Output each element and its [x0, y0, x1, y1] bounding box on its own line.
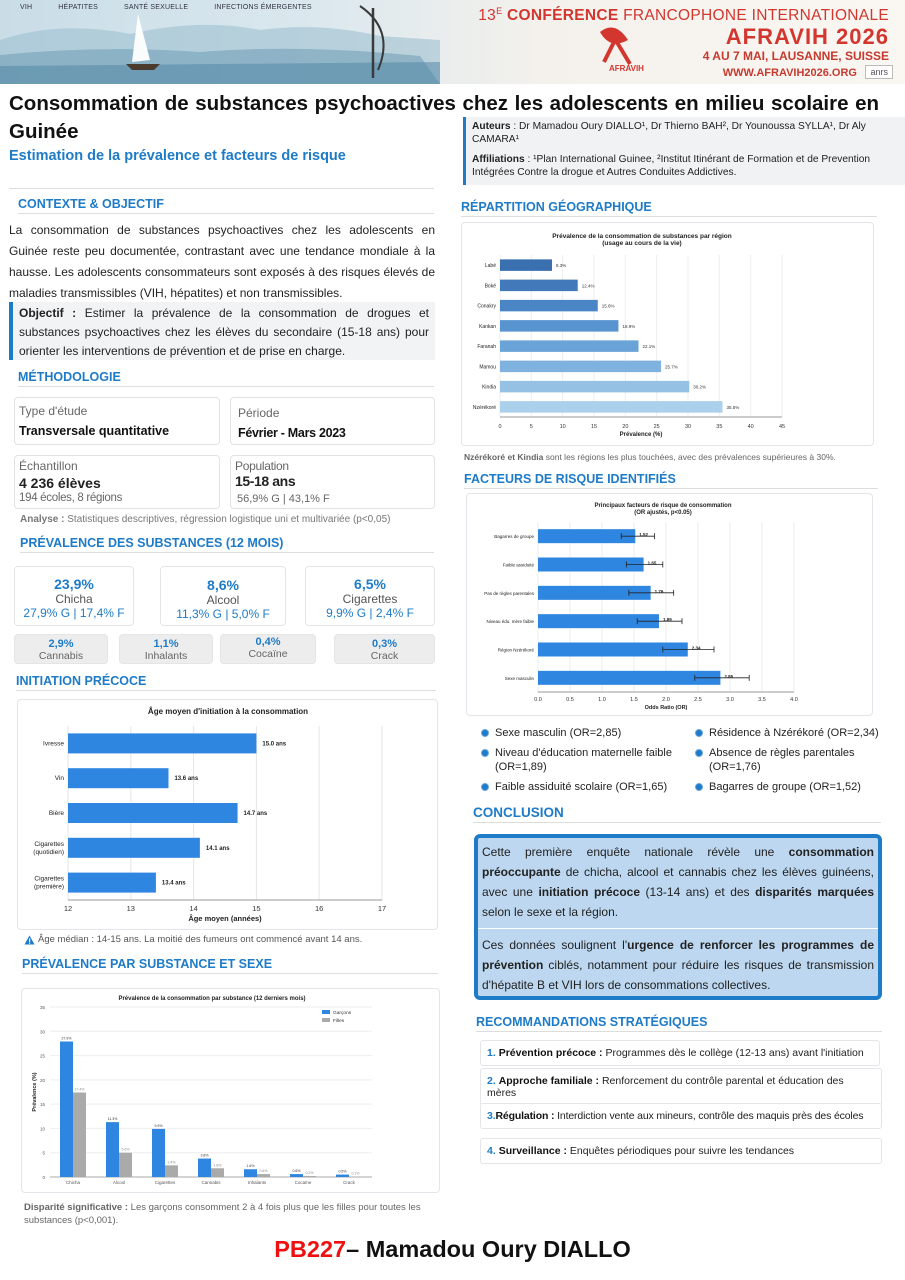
x-axis-label: Âge moyen (années): [188, 914, 262, 923]
facteurs-list-right: [695, 726, 880, 794]
poster-title: Consommation de substances psychoactives chez les adolescents en milieu scolaire en Guinée: [9, 92, 879, 143]
y-tick-label: 35: [39, 1005, 45, 1010]
chart-sexe: [22, 989, 440, 1193]
prevalence-pct: 6,5%: [354, 576, 386, 592]
x-tick-label: 2.0: [662, 697, 670, 703]
bar: [68, 873, 156, 893]
x-tick-label: 20: [622, 424, 629, 430]
bar: [68, 838, 200, 858]
periode-label: Période: [238, 406, 280, 420]
presenter-name: – Mamadou Oury DIALLO: [346, 1236, 631, 1262]
bar-value-label: 2.85: [724, 673, 734, 679]
prevalence-minor-crack: [334, 634, 435, 664]
x-tick-label: 14: [189, 904, 198, 913]
x-tick-label: 2.5: [694, 697, 702, 703]
x-tick-label: 10: [559, 424, 566, 430]
analyse-label: Analyse :: [20, 514, 65, 525]
bar-value-label: 13.6 ans: [174, 776, 199, 783]
bar: [500, 320, 618, 332]
rec-text: Programmes dès le collège (12-13 ans) avant l'initiation: [605, 1047, 864, 1059]
y-tick-label: Boké: [484, 283, 496, 290]
text: de chicha, alcool et cannabis chez les élèves guinéens, avec une: [482, 865, 874, 899]
y-tick-label: Conakry: [477, 303, 496, 310]
poster-subtitle: Estimation de la prévalence et facteurs de risque: [9, 148, 346, 164]
minor-pct: 2,9%: [48, 638, 74, 650]
y-tick-label: Vin: [54, 775, 64, 783]
y-tick-label: 15: [39, 1102, 45, 1108]
bar-garcons: [198, 1159, 211, 1177]
conference-line1: [478, 6, 889, 25]
conf-sup: E: [496, 6, 503, 16]
bar-value-label: 1.65: [647, 560, 657, 566]
bar-value-label: 18.9%: [622, 323, 636, 329]
y-tick-label: 10: [39, 1126, 45, 1132]
y-tick-label: Bagarres de groupe: [494, 534, 534, 540]
bar-value-label: 1.89: [662, 617, 672, 623]
bar-value-label: 9.9%: [154, 1123, 163, 1128]
recommandation-item: [480, 1068, 882, 1106]
population-label: Population: [235, 459, 289, 473]
conclusion-p2: [482, 935, 874, 995]
text: Cette première enquête nationale révèle une: [482, 845, 789, 859]
bar-value-label: 14.1 ans: [205, 845, 230, 852]
method-card-type: [14, 397, 220, 445]
y-tick-label: (quotidien): [33, 848, 64, 856]
bar-filles: [257, 1174, 270, 1177]
facteur-text: Résidence à Nzérékoré (OR=2,34): [709, 727, 879, 739]
section-heading-facteurs: FACTEURS DE RISQUE IDENTIFIÉS: [464, 472, 878, 489]
chart-initiation: [18, 700, 438, 930]
bar-garcons: [244, 1169, 257, 1177]
bullet-icon: [695, 749, 703, 757]
y-tick-label: 20: [39, 1077, 45, 1083]
facteur-item: [695, 746, 880, 774]
chart-title: Âge moyen d'initiation à la consommation: [147, 707, 309, 716]
nav-item: INFECTIONS ÉMERGENTES: [214, 4, 312, 11]
bar-value-label: 0.1%: [351, 1171, 360, 1176]
rec-text: Enquêtes périodiques pour suivre les tendances: [569, 1145, 795, 1157]
bar-filles: [303, 1176, 316, 1177]
echantillon-label: Échantillon: [19, 459, 78, 473]
bar-value-label: 12.4%: [581, 283, 595, 289]
contexte-text: La consommation de substances psychoactives chez les adolescents en Guinée reste peu documentée, contrastant avec une tendance mondiale à la hausse. Les adolescents consommateurs sont exposés à des risques élevés de maladies transmissibles (VIH, hépatites) et non transmissibles.: [9, 223, 435, 300]
y-tick-label: Bière: [48, 810, 64, 817]
bullet-icon: [481, 749, 489, 757]
x-tick-label: 3.0: [726, 697, 734, 703]
objectif-text: Estimer la prévalence de la consommation de drogues et substances psychoactives chez les élèves du secondaire (15-18 ans) pour orienter les interventions de prévention et de prise en charge.: [19, 306, 429, 358]
geo-note-bold: Nzérékoré et Kindia: [464, 452, 544, 462]
text: ciblés, notamment pour réduire les risques de transmission d'hépatite B et VIH lors de consommations collectives.: [482, 958, 874, 992]
minor-name: Inhalants: [144, 650, 188, 662]
geo-note-text: sont les régions les plus touchées, avec des prévalences supérieures à 30%.: [545, 452, 836, 462]
nav-item: SANTÉ SEXUELLE: [123, 4, 189, 11]
bar-value-label: 30.2%: [693, 384, 707, 390]
prevalence-pct: 8,6%: [207, 577, 239, 593]
bar: [538, 529, 635, 543]
conference-url[interactable]: WWW.AFRAVIH2026.ORG: [722, 67, 857, 79]
y-tick-label: Nzérékoré: [472, 404, 496, 411]
facteur-text: Faible assiduité scolaire (OR=1,65): [495, 781, 668, 793]
authors-label: Auteurs: [472, 121, 511, 132]
analyse-line: [20, 514, 390, 525]
conference-dates: 4 AU 7 MAI, LAUSANNE, SUISSE: [702, 49, 889, 63]
conclusion-divider: [478, 928, 878, 929]
prevalence-minor-cannabis: [14, 634, 108, 664]
chart-title: Prévalence de la consommation de substances par région: [552, 233, 732, 240]
prevalence-sub: 9,9% G | 2,4% F: [326, 606, 414, 620]
facteur-item: [481, 746, 681, 774]
bar: [500, 259, 552, 271]
top-nav: [20, 4, 312, 11]
section-heading-conclusion: CONCLUSION: [473, 805, 881, 823]
bar-value-label: 27.9%: [61, 1036, 72, 1041]
x-tick-label: 4.0: [790, 697, 798, 703]
method-card-population: [230, 455, 435, 509]
conf-number: 13: [478, 7, 497, 25]
text: selon le sexe et la région.: [482, 905, 619, 919]
x-tick-label: 1.0: [598, 697, 606, 703]
method-card-echantillon: [14, 455, 220, 509]
legend-label: Filles: [333, 1019, 345, 1024]
section-heading-initiation: INITIATION PRÉCOCE: [16, 674, 436, 691]
prevalence-sub: 27,9% G | 17,4% F: [23, 606, 125, 620]
bar: [68, 803, 238, 823]
bullet-icon: [695, 729, 703, 737]
x-tick-label: 25: [653, 424, 660, 430]
minor-pct: 1,1%: [153, 638, 179, 650]
bar-filles: [165, 1165, 178, 1177]
minor-name: Cannabis: [38, 650, 84, 662]
affiliations-text: : ¹Plan International Guinee, ²Institut Itinérant de Formation et de Prevention Intégrées Contre la drogue et Autres Conduites Addictives.: [472, 154, 871, 178]
authors-text: : Dr Mamadou Oury DIALLO¹, Dr Thierno BAH², Dr Younoussa SYLLA¹, Dr Aly CAMARA¹: [472, 121, 866, 145]
prevalence-minor-inhalants: [119, 634, 213, 664]
x-tick-label: 3.5: [758, 697, 766, 703]
x-tick-label: 12: [63, 904, 73, 913]
chart-geo: [462, 223, 874, 446]
chart-geo-box: [461, 222, 874, 446]
y-tick-label: Sexe masculin: [504, 675, 534, 681]
prevalence-name: Chicha: [55, 592, 93, 606]
x-tick-label: Inhalants: [247, 1180, 267, 1185]
x-tick-label: 13: [126, 904, 135, 913]
authors-box: [463, 117, 905, 185]
bar-value-label: 0.5%: [338, 1169, 347, 1174]
x-tick-label: 0.5: [566, 697, 574, 703]
sexe-note: [24, 1201, 424, 1227]
x-tick-label: Chicha: [65, 1180, 81, 1185]
x-tick-label: Cigarettes: [154, 1180, 176, 1185]
x-tick-label: 15: [252, 904, 261, 913]
facteur-item: [695, 780, 880, 794]
recommandation-item: [480, 1138, 882, 1164]
section-heading-sexe: PRÉVALENCE PAR SUBSTANCE ET SEXE: [22, 957, 438, 974]
bar-filles: [73, 1092, 86, 1177]
x-tick-label: 15: [590, 424, 598, 430]
facteur-text: Absence de règles parentales (OR=1,76): [709, 747, 855, 773]
afravih-logo: AFRAVIH: [609, 64, 644, 73]
prevalence-card-alcool: [160, 566, 286, 626]
y-tick-label: Labé: [484, 263, 496, 270]
bar-garcons: [106, 1122, 119, 1177]
population-sub: 56,9% G | 43,1% F: [237, 493, 330, 505]
x-tick-label: 5: [529, 424, 533, 430]
chart-facteurs-box: [466, 493, 873, 716]
bar-value-label: 1.8%: [213, 1163, 222, 1168]
bar-garcons: [152, 1129, 165, 1177]
x-tick-label: Cocaïne: [294, 1180, 312, 1185]
chart-title: Principaux facteurs de risque de consommation: [594, 503, 732, 509]
nav-item: HÉPATITES: [58, 4, 98, 11]
rec-number: 2.: [487, 1075, 496, 1087]
bar: [68, 768, 168, 788]
rec-number: 4.: [487, 1145, 496, 1157]
method-card-periode: [230, 397, 435, 445]
rec-title: Régulation :: [495, 1110, 555, 1122]
prevalence-card-cigarettes: [305, 566, 435, 626]
rec-title: Approche familiale :: [498, 1075, 600, 1087]
prevalence-pct: 23,9%: [54, 576, 94, 592]
bar: [68, 733, 256, 753]
bar: [500, 401, 722, 413]
bar-value-label: 15.0 ans: [262, 741, 287, 748]
x-tick-label: 0.0: [534, 697, 542, 703]
bar-value-label: 17.4%: [74, 1087, 85, 1092]
x-tick-label: 30: [684, 424, 692, 430]
bar: [500, 340, 638, 352]
conf-word: CONFÉRENCE: [507, 7, 619, 25]
conclusion-p1: [482, 842, 874, 922]
x-tick-label: Crack: [343, 1180, 355, 1185]
y-tick-label: Pas de règles parentales: [484, 590, 534, 596]
text: (13-14 ans) et des: [640, 885, 756, 899]
prevalence-name: Alcool: [206, 593, 240, 607]
section-heading-recommandations: RECOMMANDATIONS STRATÉGIQUES: [476, 1015, 882, 1032]
bullet-icon: [695, 783, 703, 791]
text-bold: urgence de renforcer les programmes de prévention: [482, 938, 874, 972]
bar-value-label: 5.0%: [121, 1147, 130, 1152]
text-bold: disparités marquées: [755, 885, 875, 899]
anrs-logo: anrs: [865, 65, 893, 79]
initiation-note-text: Âge médian : 14-15 ans. La moitié des fumeurs ont commencé avant 14 ans.: [38, 934, 363, 945]
type-value: Transversale quantitative: [19, 424, 170, 438]
prevalence-card-chicha: [14, 566, 134, 626]
geo-note: [464, 452, 836, 462]
bar-value-label: 0.2%: [305, 1171, 314, 1176]
objectif-label: Objectif :: [19, 306, 77, 320]
objectif-box: [9, 302, 435, 360]
periode-value: Février - Mars 2023: [238, 426, 346, 440]
bar: [500, 280, 578, 292]
legend-swatch: [322, 1010, 330, 1014]
echantillon-value: 4 236 élèves: [19, 475, 101, 491]
bar-value-label: 25.7%: [665, 364, 678, 370]
bullet-icon: [481, 783, 489, 791]
y-tick-label: Faible assiduité: [502, 562, 534, 568]
chart-subtitle: (usage au cours de la vie): [602, 240, 682, 247]
rec-title: Surveillance :: [498, 1145, 567, 1157]
y-tick-label: Ivresse: [43, 740, 64, 748]
y-tick-label: 5: [42, 1150, 45, 1156]
prevalence-name: Cigarettes: [342, 592, 398, 606]
conf-rest: FRANCOPHONE INTERNATIONALE: [623, 7, 889, 25]
x-tick-label: 45: [778, 424, 786, 430]
facteur-item: [695, 726, 880, 740]
bar-value-label: 1.6%: [246, 1164, 255, 1169]
authors-line: [472, 120, 905, 146]
header-banner: [0, 0, 905, 84]
x-axis-label: Odds Ratio (OR): [644, 705, 688, 711]
y-axis-label: Prévalence (%): [32, 1072, 38, 1112]
bar-value-label: 15.6%: [601, 303, 615, 309]
facteur-item: [481, 726, 681, 740]
sexe-note-label: Disparité significative :: [24, 1202, 129, 1213]
bar-value-label: 11.3%: [107, 1117, 118, 1122]
bar-value-label: 13.4 ans: [161, 880, 186, 887]
bar: [538, 671, 720, 685]
bar-value-label: 2.34: [691, 645, 701, 651]
rec-number: 3.: [487, 1110, 496, 1122]
section-heading-geo: RÉPARTITION GÉOGRAPHIQUE: [461, 200, 877, 217]
facteur-text: Bagarres de groupe (OR=1,52): [709, 781, 861, 793]
chart-subtitle: (OR ajustés, p<0.05): [634, 510, 692, 516]
x-tick-label: Cannabis: [201, 1180, 221, 1185]
chart-initiation-box: [17, 699, 438, 930]
bar-value-label: 0.6%: [292, 1169, 301, 1174]
echantillon-sub: 194 écoles, 8 régions: [19, 492, 123, 504]
bar-value-label: 0.6%: [259, 1169, 268, 1174]
rec-title: Prévention précoce :: [498, 1047, 603, 1059]
poster-code: PB227: [274, 1236, 347, 1262]
y-tick-label: Cigarettes: [34, 875, 64, 883]
y-tick-label: Kankan: [479, 323, 496, 330]
y-tick-label: Cigarettes: [34, 840, 64, 848]
facteur-item: [481, 780, 681, 794]
minor-pct: 0,3%: [371, 638, 398, 650]
y-tick-label: Faranah: [477, 344, 496, 351]
bar-value-label: 14.7 ans: [243, 811, 268, 817]
nav-item: VIH: [20, 4, 33, 11]
prevalence-sub: 11,3% G | 5,0% F: [176, 607, 270, 621]
bar-filles: [119, 1153, 132, 1177]
legend-swatch: [322, 1018, 330, 1022]
bar-value-label: 22.1%: [642, 344, 656, 350]
y-tick-label: 0: [42, 1175, 45, 1180]
x-tick-label: 35: [716, 424, 723, 430]
y-tick-label: Kindia: [482, 384, 496, 391]
recommandation-item: [480, 1103, 882, 1129]
type-label: Type d'étude: [19, 404, 88, 418]
bar-garcons: [290, 1174, 303, 1177]
bar-garcons: [336, 1175, 349, 1177]
x-tick-label: 1.5: [630, 697, 638, 703]
y-tick-label: 30: [39, 1029, 45, 1035]
section-heading-prevalence: PRÉVALENCE DES SUBSTANCES (12 MOIS): [20, 536, 434, 553]
x-tick-label: Alcool: [112, 1180, 126, 1185]
chart-title: Prévalence de la consommation par substance (12 derniers mois): [118, 996, 306, 1002]
text-bold: consommation préoccupante: [482, 845, 874, 879]
facteurs-list-left: [481, 726, 681, 794]
warning-icon: [24, 935, 35, 945]
bar: [500, 381, 689, 393]
y-tick-label: (première): [34, 883, 64, 891]
text: Ces données soulignent l': [482, 938, 628, 952]
analyse-text: Statistiques descriptives, régression logistique uni et multivariée (p<0,05): [67, 514, 391, 525]
bar-value-label: 8.3%: [556, 263, 567, 269]
bar-value-label: 35.5%: [726, 404, 740, 410]
facteur-text: Niveau d'éducation maternelle faible (OR=1,89): [495, 747, 672, 773]
x-tick-label: 0: [498, 424, 502, 430]
minor-name: Cocaïne: [248, 648, 288, 660]
rec-text: Interdiction vente aux mineurs, contrôle des maquis près des écoles: [557, 1110, 864, 1122]
bar-value-label: 1.76: [654, 588, 664, 594]
rec-number: 1.: [487, 1047, 496, 1059]
x-tick-label: 40: [747, 424, 754, 430]
recommandation-item: [480, 1040, 880, 1066]
legend-label: Garçons: [333, 1011, 352, 1016]
sexe-note-text: Les garçons consomment 2 à 4 fois plus que les filles pour toutes les substances (p<0,001).: [24, 1202, 421, 1226]
bar: [500, 361, 661, 373]
prevalence-minor-cocaine: [220, 634, 316, 664]
facteur-text: Sexe masculin (OR=2,85): [495, 727, 622, 739]
bar-value-label: 1.52: [639, 532, 649, 538]
divider: [9, 188, 434, 189]
text-bold: initiation précoce: [538, 885, 641, 899]
chart-sexe-box: [21, 988, 440, 1193]
minor-pct: 0,4%: [255, 636, 281, 648]
x-axis-label: Prévalence (%): [619, 432, 663, 438]
section-heading-methodologie: MÉTHODOLOGIE: [18, 370, 434, 387]
x-tick-label: 16: [315, 904, 324, 913]
y-tick-label: Niveau édu. mère faible: [486, 619, 534, 625]
initiation-note: [24, 934, 362, 945]
y-tick-label: Mamou: [479, 364, 496, 371]
affiliations-label: Affiliations: [472, 154, 525, 165]
bar-filles: [211, 1168, 224, 1177]
bar-value-label: 3.8%: [200, 1153, 209, 1158]
affiliations-line: [472, 153, 905, 179]
minor-name: Crack: [370, 650, 399, 662]
bar: [500, 300, 598, 312]
bar-garcons: [60, 1041, 73, 1177]
y-tick-label: Région Nzérékoré: [497, 647, 534, 653]
poster-footer: [0, 1236, 905, 1263]
rec-text: Renforcement du contrôle parental et éducation des mères: [487, 1075, 844, 1099]
bullet-icon: [481, 729, 489, 737]
conclusion-box: [474, 834, 882, 1000]
section-heading-contexte: CONTEXTE & OBJECTIF: [18, 197, 434, 214]
chart-facteurs: [467, 494, 873, 716]
population-value: 15-18 ans: [235, 473, 296, 489]
bar-value-label: 2.4%: [167, 1160, 176, 1165]
x-tick-label: 17: [377, 904, 387, 913]
y-tick-label: 25: [39, 1053, 45, 1059]
conference-name: AFRAVIH 2026: [725, 24, 889, 49]
